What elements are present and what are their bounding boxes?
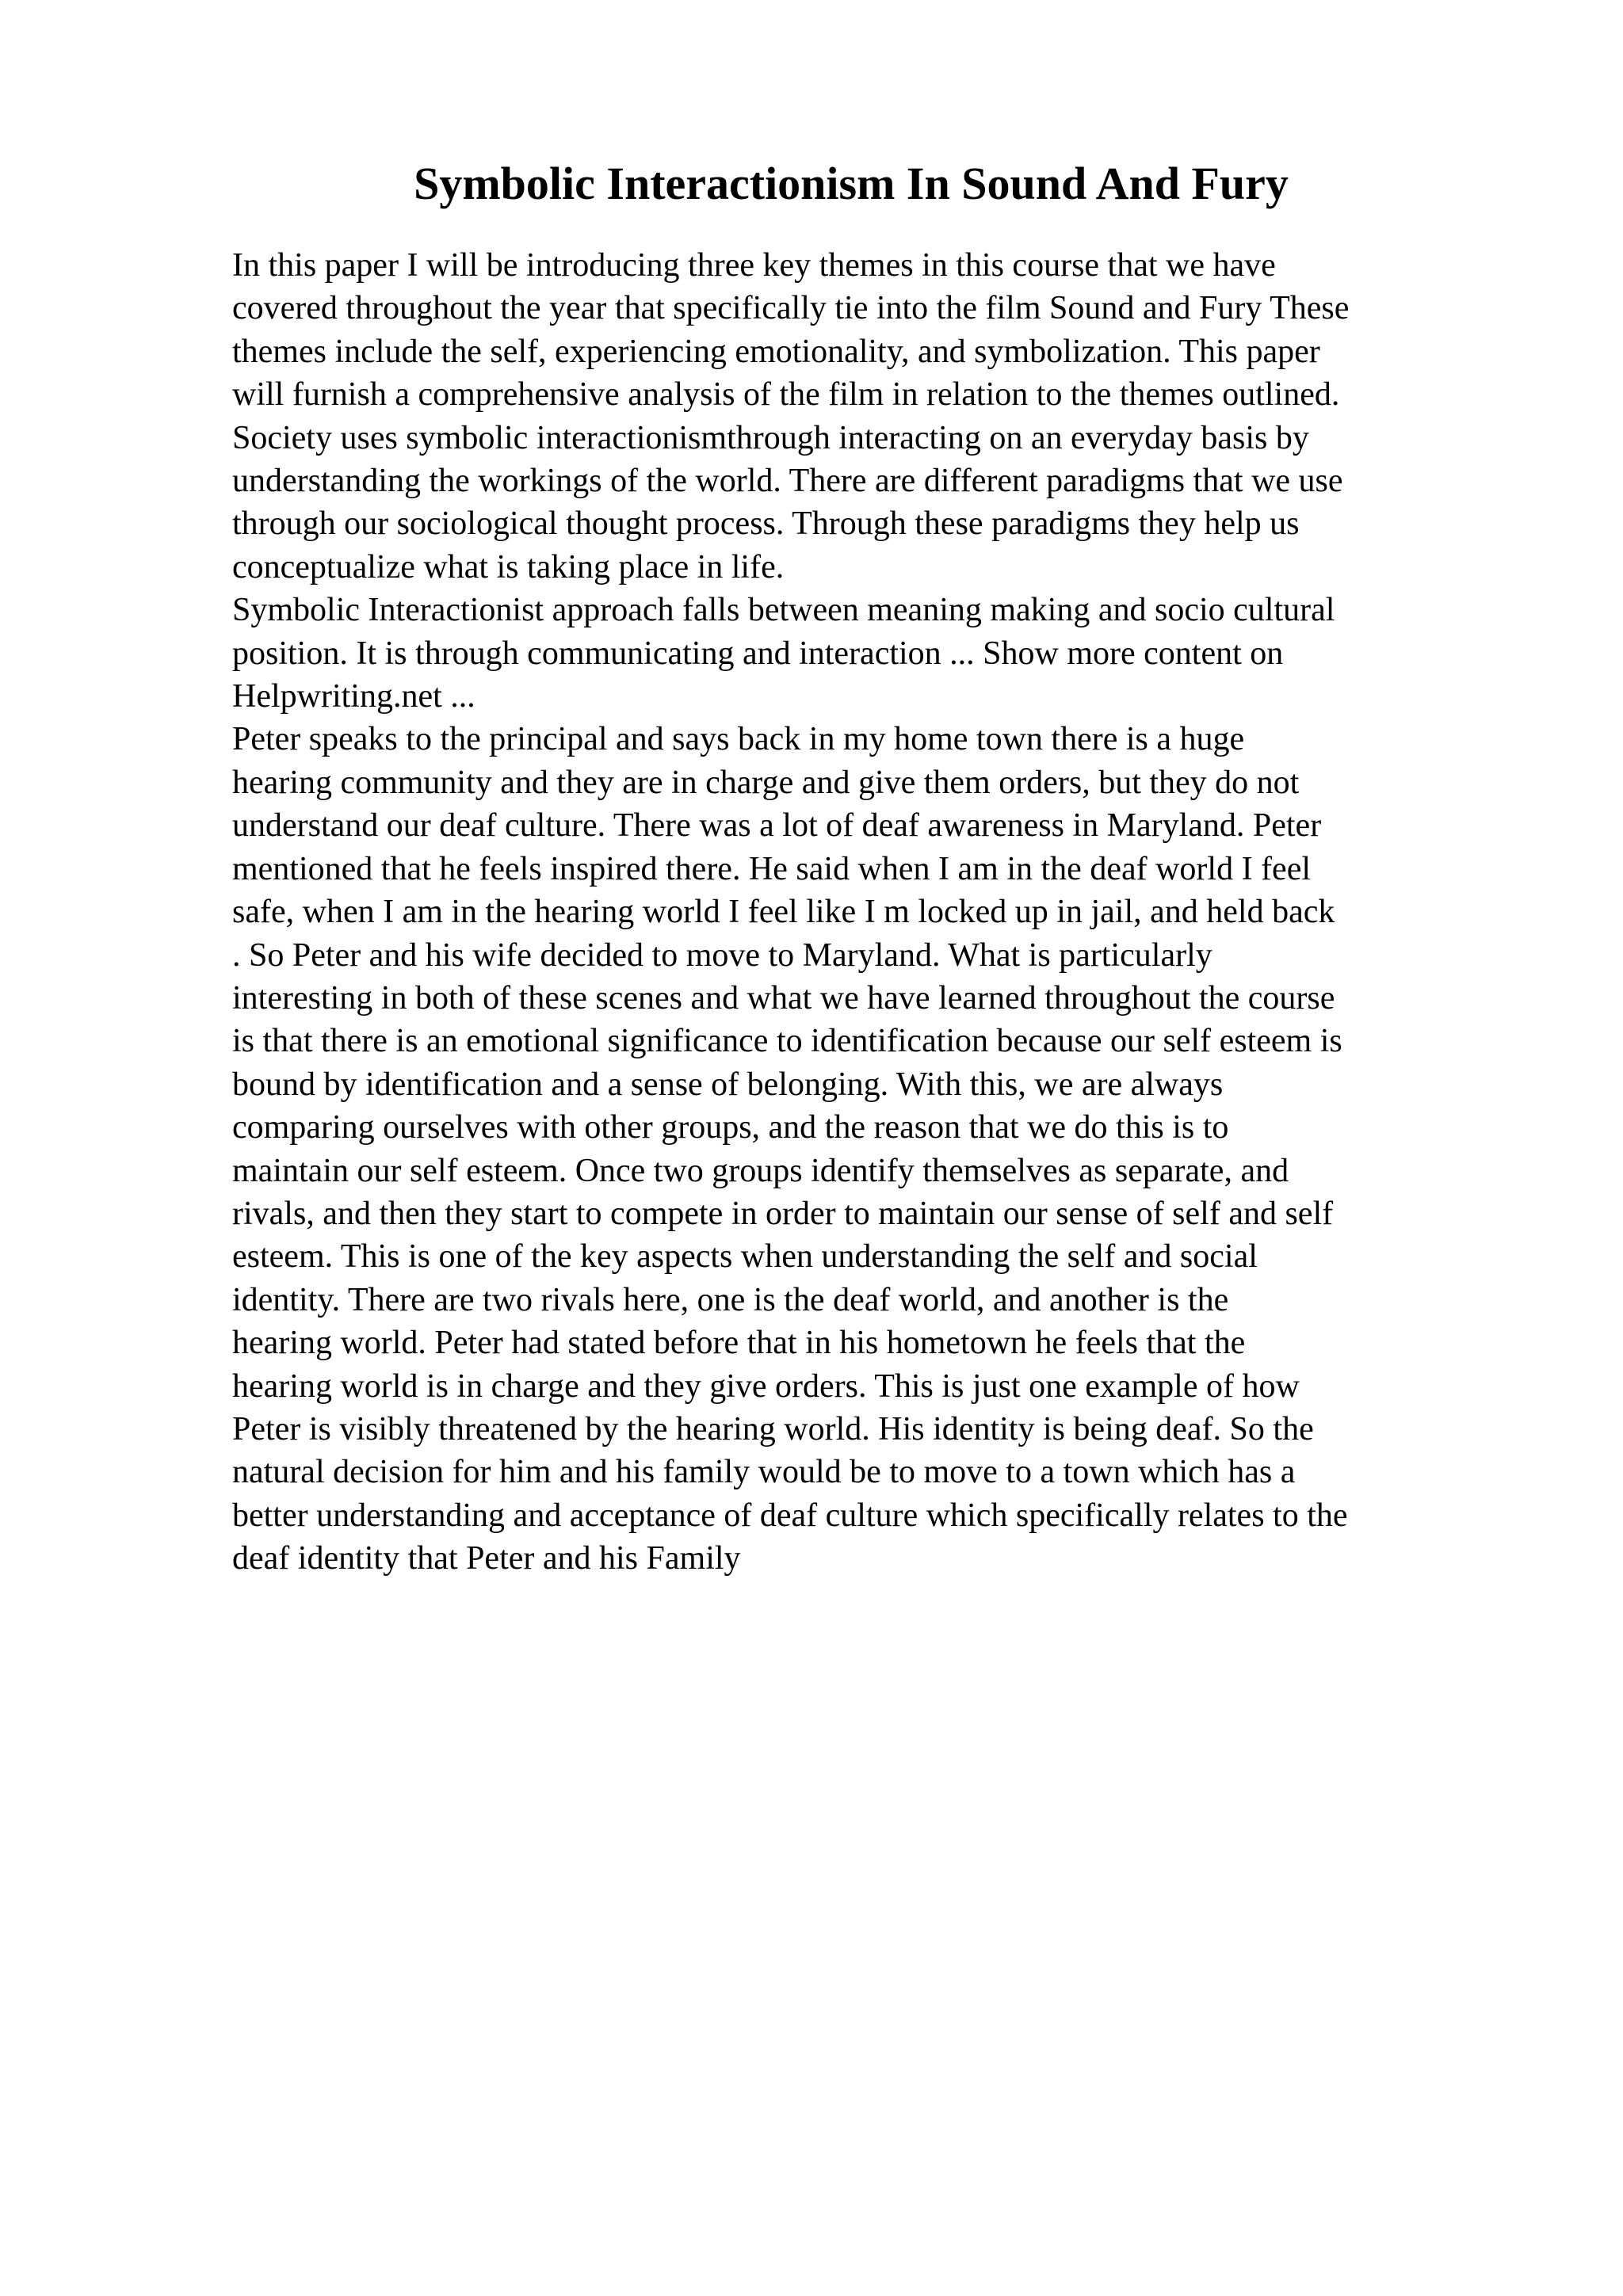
body-line: . So Peter and his wife decided to move to Maryland. What is particularly [232, 936, 1212, 974]
body-line: themes include the self, experiencing emotionality, and symbolization. This paper [232, 333, 1320, 370]
document-title: Symbolic Interactionism In Sound And Fury [414, 158, 1289, 209]
body-line: In this paper I will be introducing three key themes in this course that we have [232, 247, 1276, 284]
body-line: comparing ourselves with other groups, and the reason that we do this is to [232, 1109, 1229, 1146]
body-line: conceptualize what is taking place in life. [232, 548, 785, 585]
body-line: mentioned that he feels inspired there. He said when I am in the deaf world I feel [232, 850, 1312, 887]
body-line: Peter is visibly threatened by the hearing world. His identity is being deaf. So the [232, 1410, 1314, 1447]
body-line: is that there is an emotional significance to identification because our self esteem is [232, 1023, 1342, 1060]
body-line: safe, when I am in the hearing world I feel like I m locked up in jail, and held back [232, 894, 1335, 931]
body-line: position. It is through communicating and interaction ... Show more content on [232, 635, 1284, 672]
body-line: interesting in both of these scenes and what we have learned throughout the course [232, 979, 1335, 1016]
body-line: understand our deaf culture. There was a lot of deaf awareness in Maryland. Peter [232, 807, 1322, 845]
body-line: deaf identity that Peter and his Family [232, 1540, 741, 1577]
body-line: hearing world. Peter had stated before that in his hometown he feels that the [232, 1325, 1246, 1362]
body-line: hearing world is in charge and they give orders. This is just one example of how [232, 1367, 1300, 1405]
body-line: understanding the workings of the world. There are different paradigms that we use [232, 463, 1343, 500]
body-line: rivals, and then they start to compete in order to maintain our sense of self and self [232, 1195, 1334, 1232]
body-line: Peter speaks to the principal and says back in my home town there is a huge [232, 721, 1245, 758]
body-line: will furnish a comprehensive analysis of the film in relation to the themes outlined. [232, 376, 1340, 414]
body-line: identity. There are two rivals here, one is the deaf world, and another is the [232, 1281, 1229, 1318]
body-line: through our sociological thought process. Through these paradigms they help us [232, 505, 1300, 543]
body-line: hearing community and they are in charge and give them orders, but they do not [232, 764, 1300, 801]
body-line: natural decision for him and his family would be to move to a town which has a [232, 1454, 1296, 1491]
body-line: esteem. This is one of the key aspects when understanding the self and social [232, 1238, 1258, 1276]
body-line: maintain our self esteem. Once two groups identify themselves as separate, and [232, 1152, 1289, 1189]
body-line: better understanding and acceptance of deaf culture which specifically relates to the [232, 1497, 1348, 1534]
body-line: Society uses symbolic interactionismthrough interacting on an everyday basis by [232, 419, 1309, 456]
document-body [232, 244, 1500, 1581]
body-line: Helpwriting.net ... [232, 678, 475, 715]
body-line: bound by identification and a sense of belonging. With this, we are always [232, 1066, 1224, 1103]
body-line: Symbolic Interactionist approach falls between meaning making and socio cultural [232, 592, 1335, 629]
body-line: covered throughout the year that specifically tie into the film Sound and Fury These [232, 290, 1350, 327]
